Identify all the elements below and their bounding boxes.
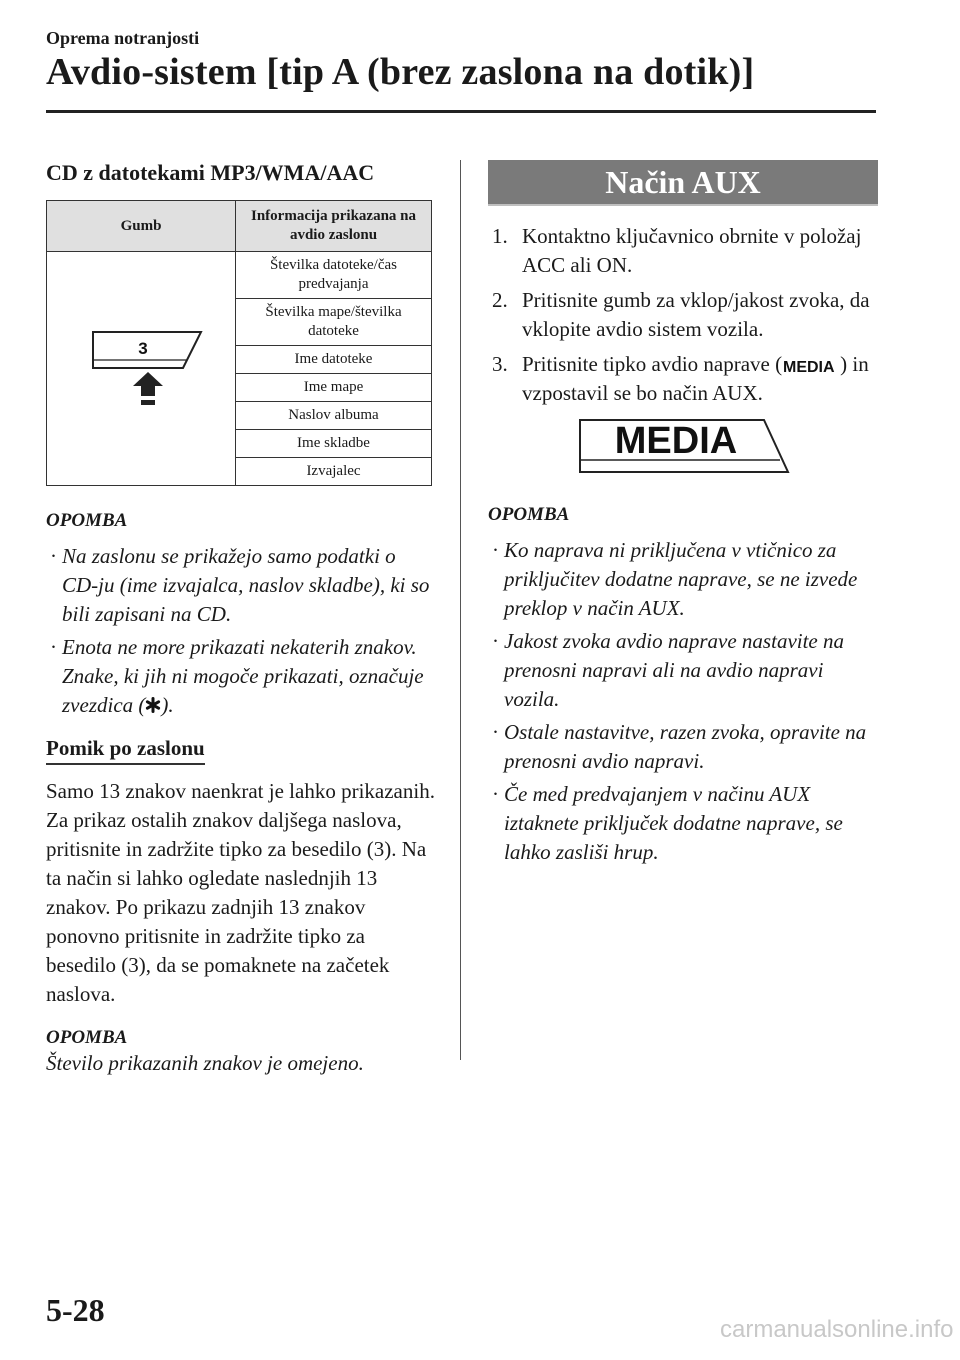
step-item bbox=[488, 350, 878, 408]
note-text: Število prikazanih znakov je omejeno. bbox=[46, 1051, 364, 1075]
step-number: 3. bbox=[492, 352, 508, 376]
page-title: Avdio-sistem [tip A (brez zaslona na dotik)] bbox=[46, 51, 755, 93]
left-column bbox=[46, 160, 436, 1078]
note-item: · Če med predvajanjem v načinu AUX iztaknete priključek dodatne naprave, se lahko zasliši hrup. bbox=[492, 782, 843, 864]
steps-list bbox=[488, 222, 878, 408]
column-header-button: Gumb bbox=[47, 201, 236, 252]
step-text: Pritisnite gumb za vklop/jakost zvoka, da vklopite avdio sistem vozila. bbox=[522, 288, 870, 341]
note-label: OPOMBA bbox=[46, 1027, 128, 1048]
table-row bbox=[47, 252, 432, 299]
column-header-info: Informacija prikazana na avdio zaslonu bbox=[236, 201, 432, 252]
page-number: 5-28 bbox=[46, 1292, 105, 1328]
step-number: 2. bbox=[492, 288, 508, 312]
note-item: · Ostale nastavitve, razen zvoka, opravite na prenosni avdio napravi. bbox=[492, 720, 867, 773]
scroll-body: Samo 13 znakov naenkrat je lahko prikazanih. Za prikaz ostalih znakov daljšega naslova, pritisnite in zadržite tipko za besedilo (3). Na ta način si lahko ogledate naslednjih 13 znakov. Po prikazu zadnjih 13 znakov ponovno pritisnite in zadržite tipko za besedilo (3), da se pomaknete na začetek naslova. bbox=[46, 779, 435, 1006]
note-item: · Na zaslonu se prikažejo samo podatki o CD-ju (ime izvajalca, naslov skladbe), ki so bili zapisani na CD. bbox=[50, 544, 430, 626]
note-item: · Ko naprava ni priključena v vtičnico za priključitev dodatne naprave, se ne izvede preklop v način AUX. bbox=[492, 538, 858, 620]
table-cell: Številka mape/številka datoteke bbox=[236, 299, 432, 346]
table-header-row bbox=[47, 201, 432, 252]
cd-mp3-heading: CD z datotekami MP3/WMA/AAC bbox=[46, 160, 375, 185]
note-list bbox=[488, 536, 878, 867]
note-text: Če med predvajanjem v načinu AUX iztaknete priključek dodatne naprave, se lahko zasliši hrup. bbox=[504, 782, 843, 864]
step-item bbox=[488, 286, 878, 344]
note-text: Ko naprava ni priključena v vtičnico za priključitev dodatne naprave, se ne izvede preklop v način AUX. bbox=[504, 538, 858, 620]
text-button-3-icon bbox=[51, 316, 231, 416]
note-text: Enota ne more prikazati nekaterih znakov. Znake, ki jih ni mogoče prikazati, označuje zvezdica ( bbox=[62, 635, 424, 717]
note-text: Ostale nastavitve, razen zvoka, opravite na prenosni avdio napravi. bbox=[504, 720, 867, 773]
step-text: Pritisnite tipko avdio naprave ( bbox=[522, 352, 783, 376]
media-inline-icon bbox=[782, 357, 840, 375]
note-item: · Jakost zvoka avdio naprave nastavite na prenosni napravi ali na avdio napravi vozila. bbox=[492, 629, 844, 711]
display-info-table bbox=[46, 200, 432, 486]
media-button-icon bbox=[488, 414, 878, 494]
button-number-label: 3 bbox=[138, 338, 148, 358]
column-divider bbox=[460, 160, 461, 1060]
watermark-site: carmanualsonline.info bbox=[720, 1316, 954, 1343]
table-cell: Ime skladbe bbox=[236, 430, 432, 458]
right-column bbox=[488, 160, 878, 871]
note-item: · Enota ne more prikazati nekaterih znakov. Znake, ki jih ni mogoče prikazati, označuje zvezdica ( ). bbox=[50, 635, 424, 717]
button-illustration-cell bbox=[47, 252, 236, 486]
note-list bbox=[46, 542, 436, 720]
section-label: Oprema notranjosti bbox=[46, 28, 200, 48]
note-text-suffix: ). bbox=[161, 693, 174, 717]
table-cell: Naslov albuma bbox=[236, 402, 432, 430]
media-button-label: MEDIA bbox=[614, 420, 738, 462]
note-text: Jakost zvoka avdio naprave nastavite na prenosni napravi ali na avdio napravi vozila. bbox=[504, 629, 844, 711]
table-cell: Številka datoteke/čas predvajanja bbox=[236, 252, 432, 299]
aux-mode-banner: Način AUX bbox=[488, 160, 878, 206]
table-cell: Izvajalec bbox=[236, 458, 432, 486]
table-cell: Ime datoteke bbox=[236, 346, 432, 374]
asterisk-icon bbox=[145, 697, 161, 713]
step-text: ) in vzpostavil se bo način AUX. bbox=[522, 352, 869, 405]
title-rule bbox=[46, 110, 876, 113]
media-inline-label: MEDIA bbox=[783, 359, 835, 376]
step-item bbox=[488, 222, 878, 280]
step-number: 1. bbox=[492, 224, 508, 248]
note-label: OPOMBA bbox=[46, 510, 128, 531]
note-label: OPOMBA bbox=[488, 504, 570, 525]
note-text: Na zaslonu se prikažejo samo podatki o CD-ju (ime izvajalca, naslov skladbe), ki so bili zapisani na CD. bbox=[62, 544, 430, 626]
step-text: Kontaktno ključavnico obrnite v položaj ACC ali ON. bbox=[522, 224, 862, 277]
table-cell: Ime mape bbox=[236, 374, 432, 402]
scroll-heading: Pomik po zaslonu bbox=[46, 736, 205, 765]
